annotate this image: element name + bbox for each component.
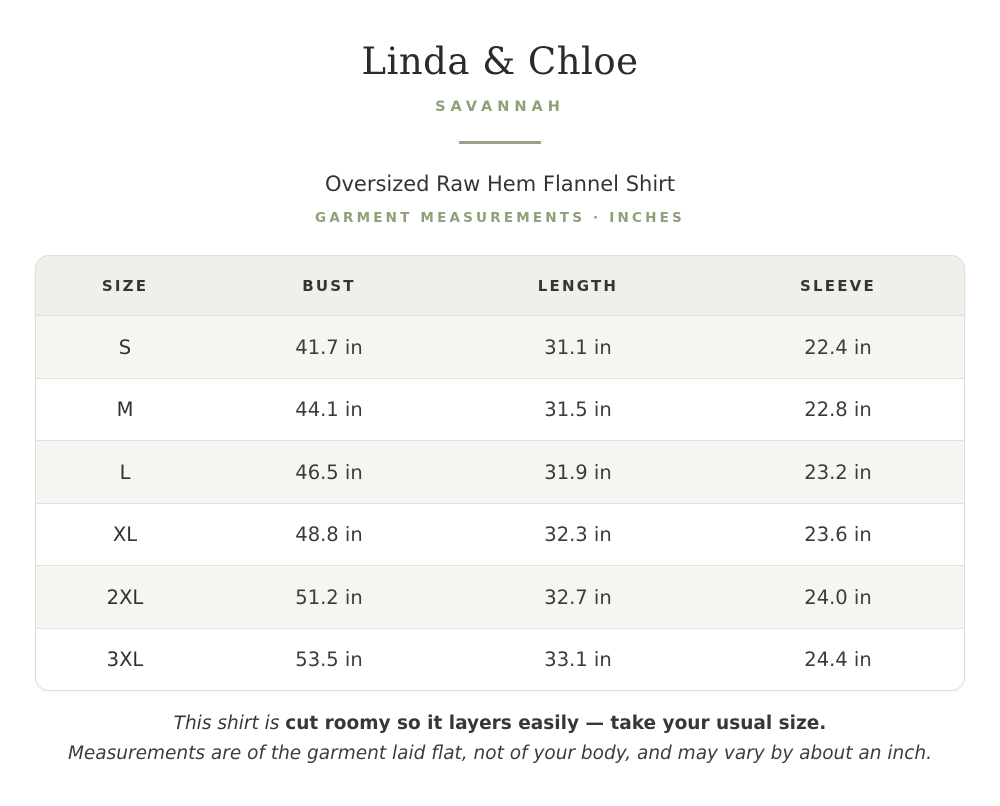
- table-row: [36, 378, 964, 441]
- table-row: [36, 628, 964, 690]
- brand-location: SAVANNAH: [435, 99, 565, 115]
- header-bust: BUST: [302, 276, 356, 295]
- sleeve-cell: 22.8 in: [804, 397, 872, 421]
- sleeve-cell: 23.2 in: [804, 460, 872, 484]
- bust-cell: 48.8 in: [295, 522, 363, 546]
- length-cell: 31.1 in: [544, 335, 612, 359]
- size-cell: 2XL: [106, 585, 144, 609]
- fit-note-prefix: This shirt is: [173, 713, 280, 734]
- bust-cell: 53.5 in: [295, 647, 363, 671]
- measurement-note: Measurements are of the garment laid flat, not of your body, and may vary by about an inch.: [67, 743, 933, 764]
- fit-note: [0, 713, 1000, 734]
- sleeve-cell: 24.0 in: [804, 585, 872, 609]
- table-row: [36, 441, 964, 504]
- bust-cell: 46.5 in: [295, 460, 363, 484]
- fit-note-emphasis: cut roomy so it layers easily — take your usual size.: [285, 713, 827, 734]
- length-cell: 33.1 in: [544, 647, 612, 671]
- table-row: [36, 566, 964, 629]
- bust-cell: 51.2 in: [295, 585, 363, 609]
- header-sleeve: SLEEVE: [800, 276, 876, 295]
- header-length: LENGTH: [537, 276, 619, 295]
- table-header-row: [36, 256, 964, 316]
- bust-cell: 44.1 in: [295, 397, 363, 421]
- sleeve-cell: 24.4 in: [804, 647, 872, 671]
- length-cell: 32.3 in: [544, 522, 612, 546]
- table-subtitle: GARMENT MEASUREMENTS · INCHES: [315, 210, 685, 226]
- size-cell: 3XL: [106, 647, 144, 671]
- table-row: [36, 316, 964, 379]
- length-cell: 32.7 in: [544, 585, 612, 609]
- sleeve-cell: 23.6 in: [804, 522, 872, 546]
- size-cell: L: [119, 460, 131, 484]
- size-cell: XL: [112, 522, 138, 546]
- length-cell: 31.5 in: [544, 397, 612, 421]
- length-cell: 31.9 in: [544, 460, 612, 484]
- brand-name: Linda & Chloe: [361, 40, 639, 83]
- header-divider: [459, 141, 541, 144]
- header-size: SIZE: [101, 276, 149, 295]
- size-cell: M: [116, 397, 134, 421]
- product-title: Oversized Raw Hem Flannel Shirt: [324, 172, 676, 196]
- table-row: [36, 503, 964, 566]
- size-cell: S: [118, 335, 132, 359]
- sleeve-cell: 22.4 in: [804, 335, 872, 359]
- size-chart-table: [35, 255, 965, 691]
- bust-cell: 41.7 in: [295, 335, 363, 359]
